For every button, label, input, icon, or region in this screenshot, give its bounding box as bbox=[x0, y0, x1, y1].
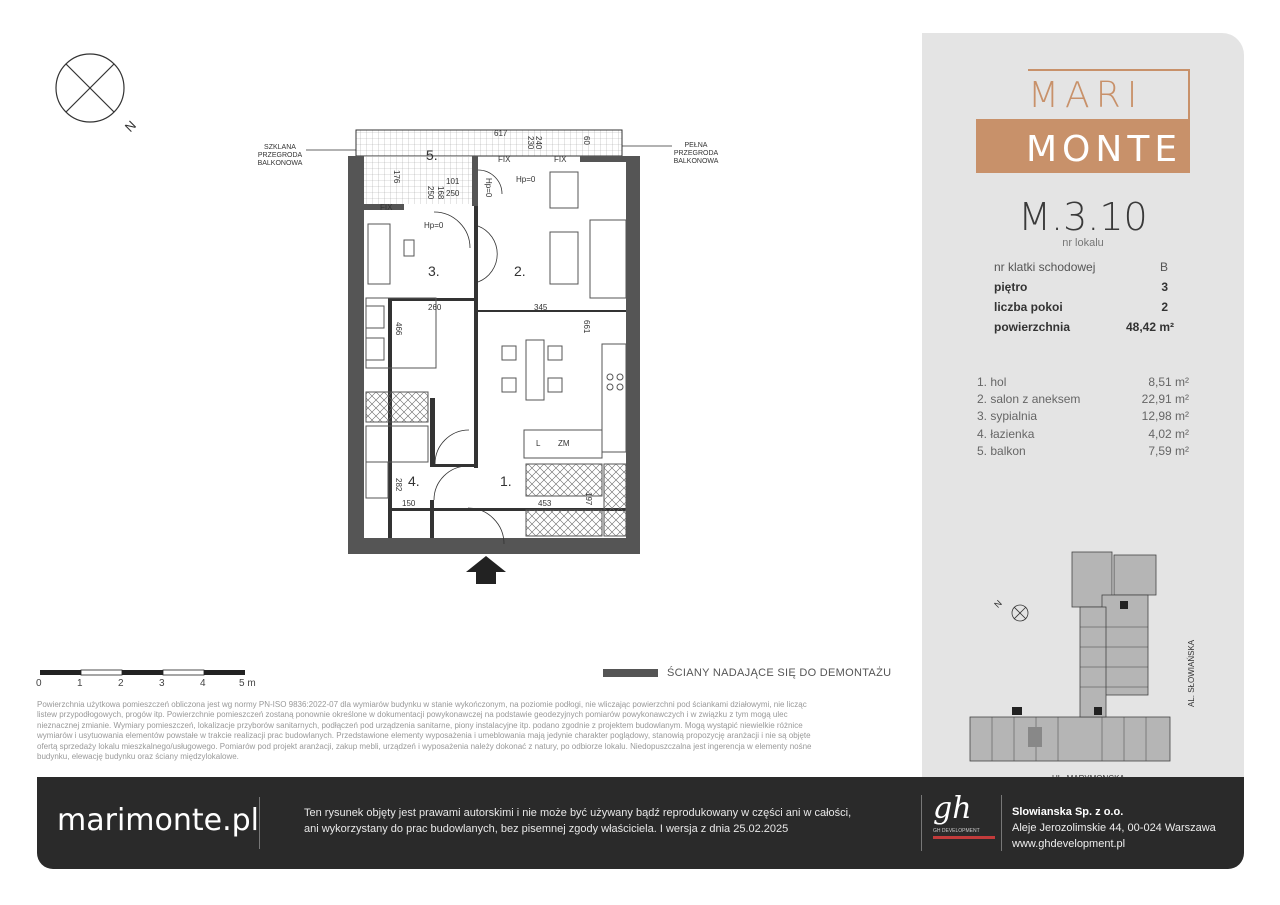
furniture bbox=[366, 172, 626, 536]
room-row bbox=[977, 427, 1189, 441]
room-label: 5. balkon bbox=[977, 444, 1026, 458]
compass-north-label: N bbox=[121, 117, 140, 135]
fine-print: Powierzchnia użytkowa pomieszczeń obliczona jest wg normy PN-ISO 9836:2022-07 dla wymiarów budynku w stanie wykończonym, na poziomie podłogi, nie wliczając powierzchni pod ściankami działowymi, nie licząc listew przypodłogowych, progów itp. Powierzchnie pomieszczeń zostaną ponownie określone w dokumentacji powykonawczej na podstawie geodezyjnych pomiarów powykonawczych i w związku z tym mogą ulec nieznacznej zmianie. Wymiary pomieszczeń, lokalizacje przyborów sanitarnych, podłączeń pod urządzenia sanitarne, piony instalacyjne itp. podano zgodnie z projektem budowlanym. Mogą wystąpić niewielkie różnice wymiarów i usytuowania elementów powstałe w trakcie realizacji prac budowlanych. Przedstawione elementy wyposażenia i umeblowania mają jedynie charakter poglądowy, stanowią propozycję aranżacji i nie są objęte ofertą sprzedaży lokalu mieszkalnego/usługowego. Pomiarów pod projekt aranżacji, zakup mebli, urządzeń i wyposażenia należy dokonać z natury, po odbiorze lokalu. Niedopuszczalna jest ingerencja w elementy nośne budynku, elewację budynku oraz ściany międzylokalowe. bbox=[37, 700, 812, 762]
dim-label: 453 bbox=[538, 499, 552, 508]
info-value: 2 bbox=[1161, 300, 1168, 314]
room-area: 22,91 m² bbox=[1141, 392, 1189, 406]
info-row-rooms bbox=[994, 300, 1174, 314]
scale-tick: 3 bbox=[159, 678, 165, 689]
info-label: liczba pokoi bbox=[994, 300, 1063, 314]
info-row-floor bbox=[994, 280, 1174, 294]
room-area: 8,51 m² bbox=[1148, 375, 1189, 389]
dim-label: 466 bbox=[394, 322, 403, 336]
company-website[interactable]: www.ghdevelopment.pl bbox=[1012, 838, 1126, 850]
gh-logo-sub: GH DEVELOPMENT bbox=[933, 828, 980, 834]
dim-label: 230 bbox=[526, 136, 535, 150]
scale-bar bbox=[40, 670, 245, 675]
scale-tick: 0 bbox=[36, 678, 42, 689]
unit-location-marker bbox=[1028, 727, 1042, 747]
room-area: 12,98 m² bbox=[1141, 409, 1189, 423]
room-row bbox=[977, 444, 1189, 458]
dim-label: 240 bbox=[534, 136, 543, 150]
room-row bbox=[977, 409, 1189, 423]
dim-label: 661 bbox=[582, 320, 591, 334]
street-slowianska: AL. SŁOWIAŃSKA bbox=[1187, 639, 1196, 707]
info-row-area bbox=[994, 320, 1174, 334]
room-row bbox=[977, 375, 1189, 389]
doors bbox=[434, 170, 504, 544]
unit-code: M.3.10 bbox=[1018, 195, 1148, 239]
solid-partition-label: PEŁNA PRZEGRODA BALKONOWA bbox=[673, 142, 719, 165]
fix-label: FIX bbox=[498, 155, 511, 164]
entrance-arrow-icon bbox=[466, 556, 506, 584]
footer-divider bbox=[259, 797, 260, 849]
logo-line-2: MONTE bbox=[1026, 129, 1183, 170]
website-link[interactable]: marimonte.pl bbox=[57, 803, 260, 838]
scale-tick: 1 bbox=[77, 678, 83, 689]
compass-icon bbox=[56, 54, 124, 122]
info-value: 48,42 m² bbox=[1125, 320, 1174, 334]
room-label: 4. łazienka bbox=[977, 427, 1035, 441]
footer-divider bbox=[921, 795, 922, 851]
scale-tick: 5 m bbox=[239, 678, 256, 689]
disclaimer-line: Ten rysunek objęty jest prawami autorskimi i nie może być używany bądź reprodukowany w części ani w całości, bbox=[304, 807, 852, 819]
dim-label: 250 bbox=[446, 189, 460, 198]
room-number-2: 2. bbox=[514, 263, 526, 279]
demolition-legend-swatch bbox=[603, 669, 658, 677]
disclaimer-line: ani wykorzystany do prac budowlanych, bez pisemnej zgody właściciela. I wersja z dnia 25.02.2025 bbox=[304, 823, 789, 835]
copyright-disclaimer bbox=[304, 805, 851, 837]
unit-info-panel bbox=[922, 33, 1244, 778]
unit-code-label: nr lokalu bbox=[1062, 237, 1104, 249]
site-compass-letter: N bbox=[992, 598, 1004, 610]
room-area: 7,59 m² bbox=[1148, 444, 1189, 458]
dim-label: 260 bbox=[428, 303, 442, 312]
room-number-4: 4. bbox=[408, 473, 420, 489]
room-number-1: 1. bbox=[500, 473, 512, 489]
gh-development-logo bbox=[933, 792, 995, 850]
company-address: Aleje Jerozolimskie 44, 00-024 Warszawa bbox=[1012, 822, 1216, 834]
info-row-staircase bbox=[994, 260, 1174, 274]
company-info bbox=[1012, 804, 1216, 852]
room-label: 1. hol bbox=[977, 375, 1007, 389]
fix-label: FIX bbox=[380, 203, 393, 212]
dim-label: 168 bbox=[436, 186, 445, 200]
hp-label: Hp=0 bbox=[424, 221, 444, 230]
dim-label: 197 bbox=[584, 492, 593, 506]
logo-line-1: MARI bbox=[1028, 75, 1144, 116]
fix-label: FIX bbox=[554, 155, 567, 164]
dim-label: 282 bbox=[394, 478, 403, 492]
dim-label: 176 bbox=[392, 170, 401, 184]
dim-label: 60 bbox=[582, 136, 591, 145]
room-number-3: 3. bbox=[428, 263, 440, 279]
appliance-label: L bbox=[536, 439, 541, 448]
hp-label: Hp=0 bbox=[484, 178, 493, 198]
footer bbox=[37, 777, 1244, 869]
info-value: B bbox=[1159, 260, 1168, 274]
info-label: nr klatki schodowej bbox=[994, 260, 1096, 274]
appliance-label: ZM bbox=[558, 439, 570, 448]
room-number-5: 5. bbox=[426, 147, 438, 163]
site-plan bbox=[962, 547, 1222, 787]
info-value: 3 bbox=[1161, 280, 1168, 294]
dim-label: 345 bbox=[534, 303, 548, 312]
company-name: Slowianska Sp. z o.o. bbox=[1012, 806, 1124, 818]
dim-label: 250 bbox=[426, 186, 435, 200]
dim-label: 150 bbox=[402, 499, 416, 508]
scale-tick: 2 bbox=[118, 678, 124, 689]
hp-label: Hp=0 bbox=[516, 175, 536, 184]
room-area: 4,02 m² bbox=[1148, 427, 1189, 441]
gh-logo-mark: gh bbox=[933, 791, 972, 826]
dim-label: 101 bbox=[446, 177, 460, 186]
scale-tick: 4 bbox=[200, 678, 206, 689]
dim-label: 617 bbox=[494, 129, 508, 138]
room-label: 3. sypialnia bbox=[977, 409, 1038, 423]
stair-core-marker bbox=[1120, 601, 1128, 609]
room-row bbox=[977, 392, 1189, 406]
info-label: powierzchnia bbox=[994, 320, 1071, 334]
marimonte-logo bbox=[976, 69, 1190, 173]
demolition-legend-text: ŚCIANY NADAJĄCE SIĘ DO DEMONTAŻU bbox=[667, 667, 892, 679]
footer-divider bbox=[1001, 795, 1002, 851]
room-label: 2. salon z aneksem bbox=[977, 392, 1081, 406]
info-label: piętro bbox=[994, 280, 1028, 294]
glass-partition-label: SZKLANA PRZEGRODA BALKONOWA bbox=[257, 144, 303, 167]
